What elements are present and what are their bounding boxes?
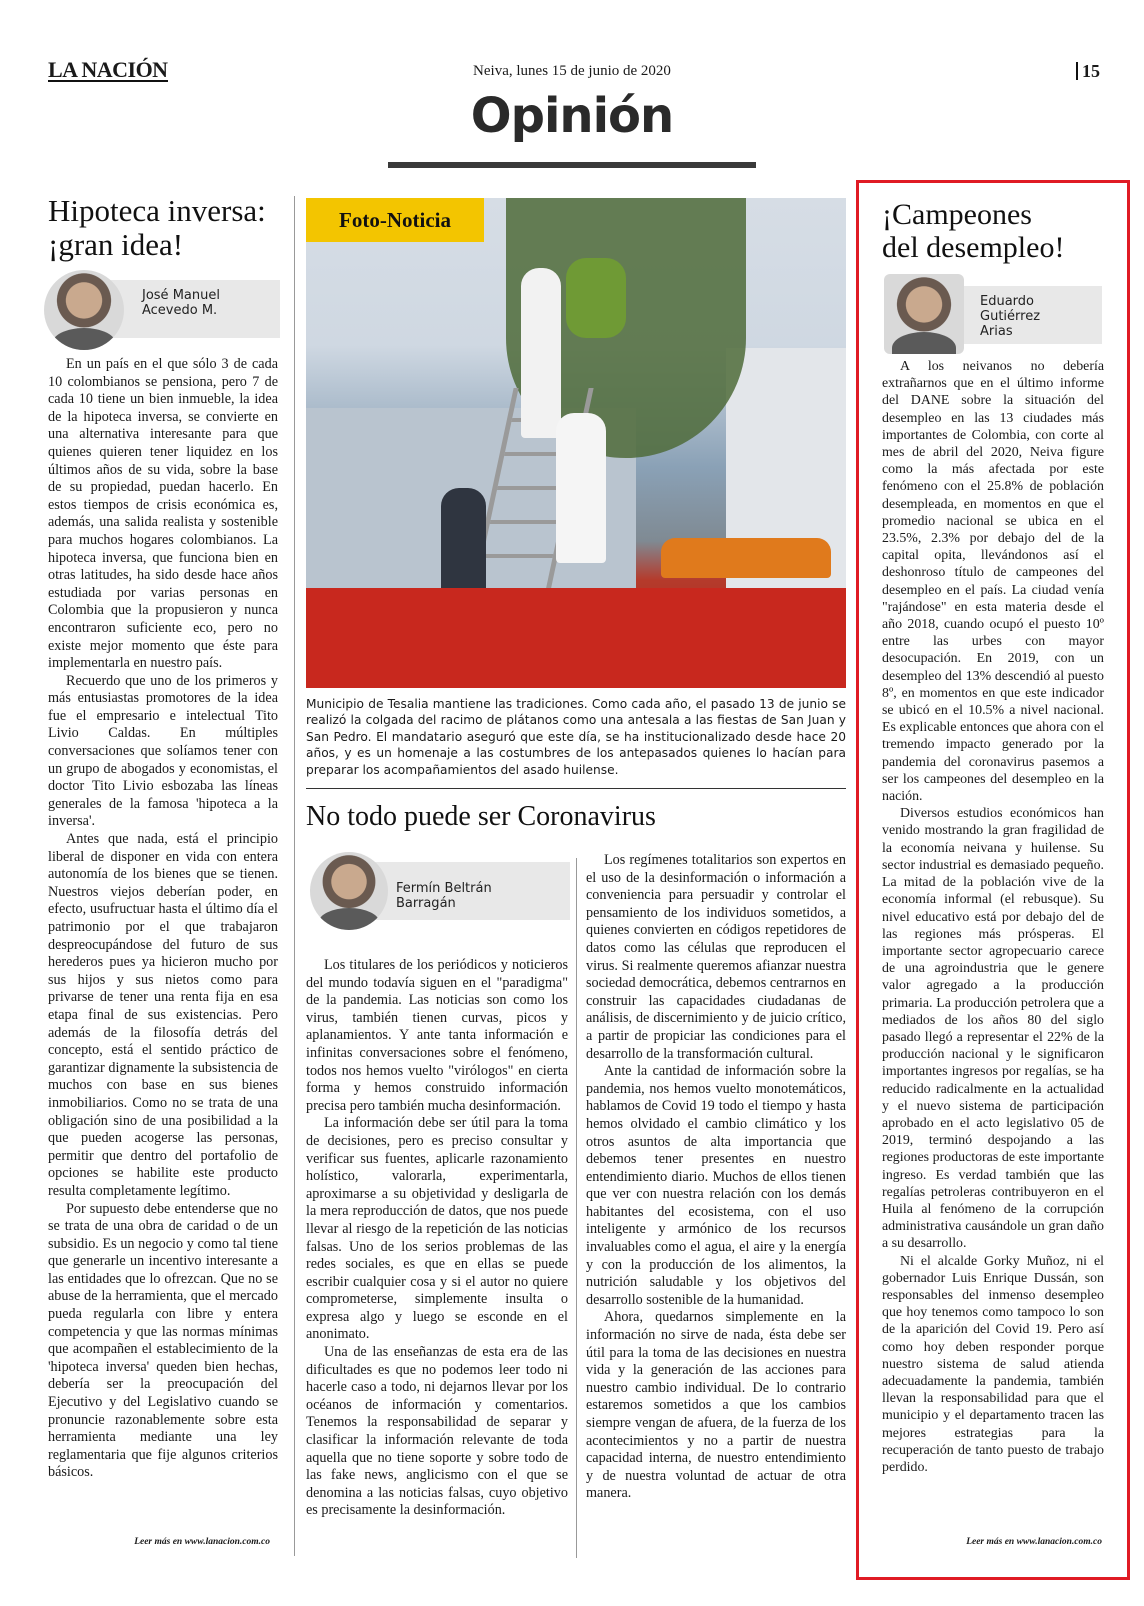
paragraph: Ahora, quedarnos simplemente en la información no sirve de nada, ésta debe ser útil para la toma de las decisiones en nuestra vida y la generación de las acciones para nuestro cambio individual. De lo contrario estaremos sometidos a que los cambios siempre vengan de afuera, de la fuerza de los acontecimientos y no a partir de nuestra capacidad interna, de nuestro entendimiento y de nuestra voluntad de actuar de otra manera. [586, 1309, 846, 1502]
author-name-line: Gutiérrez [980, 309, 1041, 324]
photo-news-tag: Foto-Noticia [306, 198, 484, 242]
column-divider [576, 858, 577, 1558]
page-number: 15 [1076, 62, 1100, 80]
paragraph: A los neivanos no debería extrañarnos que en el último informe del DANE sobre la situación del desempleo en las 13 ciudades más importantes de Colombia, con corte al mes de abril del 2020, Neiva figure como la más afectada por este fenómeno con el 25.8% de población desempleada, en momentos en que el promedio nacional se ubica en el 23.5%, 2.3% por debajo del de la capital opita, llevándonos así el deshonroso título de campeones del desempleo en el país. La ciudad venía "rajándose" en esta materia desde el año 2018, cuando ocupó el puesto 10º entre las urbes con mayor desocupación. En 2019, con un desempleo del 13% descendió al puesto 8º, en momentos en que este indicador se ubicó en el 10.5% a nivel nacional. Es explicable entonces que ahora con el tremendo impacto generado por la pandemia del coronavirus pasemos a ser los campeones del desempleo en la nación. [882, 359, 1104, 805]
author-name-line: Arias [980, 324, 1013, 339]
paragraph: Ante la cantidad de información sobre la pandemia, nos hemos vuelto monotemáticos, hablamos de Covid 19 todo el tiempo y hasta hemos olvidado el cambio climático y los otros asuntos de alta importancia que debemos tener presentes en nuestro entendimiento diario. Muchos de ellos tienen que ver con nuestra relación con los demás habitantes del ecosistema, con el uso inteligente y armónico de los recursos invaluables como el agua, el aire y la energía y con la producción de los alimentos, la nutrición saludable y los objetivos del desarrollo sostenible de la humanidad. [586, 1063, 846, 1308]
author-name-line: Fermín Beltrán [396, 881, 492, 896]
photo-caption: Municipio de Tesalia mantiene las tradiciones. Como cada año, el pasado 13 de junio se realizó la colgada del racimo de plátanos como una antesala a las fiestas de San Juan y San Pedro. El mandatario aseguró que este día, se ha institucionalizado desde hace 20 años, y es un homenaje a las costumbres de los antepasados quienes lo hacían para preparar los acompañamientos del asado huilense. [306, 697, 846, 777]
author-avatar [44, 270, 124, 350]
author-name-line: Acevedo M. [142, 303, 218, 318]
author-name-line: Eduardo [980, 294, 1034, 309]
headline-line: del desempleo! [882, 231, 1065, 264]
paragraph: Ni el alcalde Gorky Muñoz, ni el gobernador Luis Enrique Dussán, son responsables del inmenso desempleo que hoy tenemos como tampoco lo son de la aparición del Covid 19. Pero así como hoy deben responder porque nuestro sistema de salud atienda adecuadamente la pandemia, también llevan la responsabilidad para que el municipio y el departamento tracen las mejores estrategias para la recuperación de tanto puesto de trabajo perdido. [882, 1253, 1104, 1475]
newspaper-logo: LA NACIÓN [48, 57, 168, 82]
column-divider [294, 196, 295, 1556]
read-more-link[interactable]: Leer más en www.lanacion.com.co [134, 1537, 270, 1547]
article-body [586, 852, 846, 1503]
author-name-line: José Manuel [142, 288, 220, 303]
read-more-link[interactable]: Leer más en www.lanacion.com.co [966, 1537, 1102, 1547]
article-body [306, 957, 568, 1520]
author-avatar [310, 852, 388, 930]
author-name [142, 288, 220, 318]
news-photo [306, 198, 846, 688]
dateline: Neiva, lunes 15 de junio de 2020 [473, 63, 671, 79]
section-title: Opinión [470, 88, 674, 144]
paragraph: Los regímenes totalitarios son expertos en el uso de la desinformación o información a conveniencia para persuadir y controlar el pensamiento de los individuos sometidos, a quienes convierten en códigos repetidores de datos como las células que reproducen el virus. Si realmente queremos afianzar nuestra sociedad democrática, debemos centrarnos en construir las capacidades ciudadanas de análisis, de discernimiento y de juicio crítico, a partir de propiciar las condiciones para el desarrollo de la transformación cultural. [586, 852, 846, 1062]
section-rule [388, 162, 756, 168]
article-body [882, 358, 1104, 1476]
paragraph: Diversos estudios económicos han venido mostrando la gran fragilidad de la economía neivana y huilense. Su sector industrial es demasiado pequeño. La mitad de la población vive de la economía informal (el rebusque). Su nivel educativo está por debajo del de las regiones más prósperas. El importante sector agropecuario carece de una agroindustria que le genere valor agregado a la producción primaria. La producción petrolera que a mediados de los años 80 del siglo pasado llegó a representar el 22% de la producción nacional y le significaron importantes ingresos por regalías, se ha reducido radicalmente en la actualidad y el nuevo sistema de participación aprobado en el acto legislativo 05 de 2019, terminó despojando a las regiones productoras de este importante ingreso. Es verdad también que las regalías petroleras contribuyeron en el Huila al fenómeno de la corrupción administrativa causándole un gran daño a su desarrollo. [882, 806, 1104, 1252]
article-headline: No todo puede ser Coronavirus [306, 801, 656, 832]
article-headline [882, 198, 1122, 264]
author-name [396, 881, 492, 911]
paragraph: Recuerdo que uno de los primeros y más entusiastas promotores de la idea fue el empresario e intelectual Tito Livio Caldas. En múltiples conversaciones que solíamos tener con un grupo de abogados y economistas, el doctor Tito Livio esbozaba las líneas generales de la famosa 'hipoteca a la inversa'. [48, 672, 278, 830]
author-name-line: Barragán [396, 896, 456, 911]
author-name [980, 294, 1040, 339]
paragraph: Una de las enseñanzas de esta era de las dificultades es que no podemos leer todo ni hacerle caso a todo, ni dejarnos llevar por los océanos de información y comentarios. Tenemos la responsabilidad de separar y clasificar la información relevante de toda aquella que no tiene soporte y sobre todo de las fake news, anglicismo con el que se denomina a las noticias falsas, cuyo objetivo es precisamente la desinformación. [306, 1344, 568, 1519]
paragraph: Antes que nada, está el principio liberal de disponer en vida con entera autonomía de los bienes que se tienen. Nuestros viejos deberían poder, en efecto, usufructuar hasta el último día el patrimonio por el que trabajaron despreocupándose del futuro de sus herederos pues ya hicieron mucho por sus hijos y sus nietos como para privarse de tener una renta fija en esa etapa final de sus existencias. Pero además de la filosofía detrás del concepto, está el sentido práctico de garantizar dignamente la subsistencia de muchos con base en sus bienes inmobiliarios. Como no se trata de una obligación sino de una posibilidad a la que pueden acogerse las personas, permitir que dentro del portafolio de opciones se habilite este producto resulta completamente legítimo. [48, 831, 278, 1199]
headline-line: Hipoteca inversa: [48, 193, 266, 228]
paragraph: La información debe ser útil para la toma de decisiones, pero es preciso consultar y verificar sus fuentes, aplicarle razonamiento holístico, valorarla, experimentarla, aproximarse a su objetividad y desligarla de la mera reproducción de datos, que nos puede llevar al riesgo de la repetición de las noticias falsas. Uno de los serios problemas de las redes sociales, es que en ellas se puede escribir cualquier cosa y si el autor no quiere comprometerse, simplemente insulta o expresa algo y luego se esconde en el anonimato. [306, 1115, 568, 1343]
headline-line: ¡gran idea! [48, 227, 184, 263]
paragraph: Los titulares de los periódicos y noticieros del mundo todavía siguen en el "paradigma" de la pandemia. Las noticias son como los virus, también tienen curvas, picos y aplanamientos. Y ante tanta información e infinitas conversaciones sobre el fenómeno, todos nos hemos vuelto "virólogos" en cierta forma y hemos construido información precisa pero también mucha desinformación. [306, 957, 568, 1114]
headline-line: ¡Campeones [882, 198, 1032, 231]
paragraph: Por supuesto debe entenderse que no se trata de una obra de caridad o de un subsidio. Es un negocio y como tal tiene que generarle un incentivo interesante a las entidades que lo ofrezcan. Que no se abuse de la herramienta, que el mercado pueda regularla con libre y entera competencia y que las normas mínimas que acompañen el establecimiento de la 'hipoteca inversa' queden bien hechas, debería ser la preocupación del Ejecutivo y del Legislativo cuando se pronuncie razonablemente sobre esta herramienta mediante una ley reglamentaria que fije algunos criterios básicos. [48, 1200, 278, 1481]
caption-divider [306, 788, 846, 789]
author-avatar [884, 274, 964, 354]
article-headline [48, 194, 288, 262]
paragraph: En un país en el que sólo 3 de cada 10 colombianos se pensiona, pero 7 de cada 10 tiene un bien inmueble, la idea de la hipoteca inversa, se convierte en una alternativa interesante para que quienes quieren tener liquidez en los últimos años de su vida, sobre la base de su propiedad, puedan hacerlo. En estos tiempos de crisis económica es, además, una salida realista y sostenible para muchos hogares colombianos. La hipoteca inversa, que funciona bien en otras latitudes, ha sido desde hace años estudiada por varias personas en Colombia que la propusieron y nunca encontraron suficiente eco, pero no existe mejor momento que éste para implementarla en nuestro país. [48, 356, 278, 672]
article-body [48, 356, 278, 1482]
